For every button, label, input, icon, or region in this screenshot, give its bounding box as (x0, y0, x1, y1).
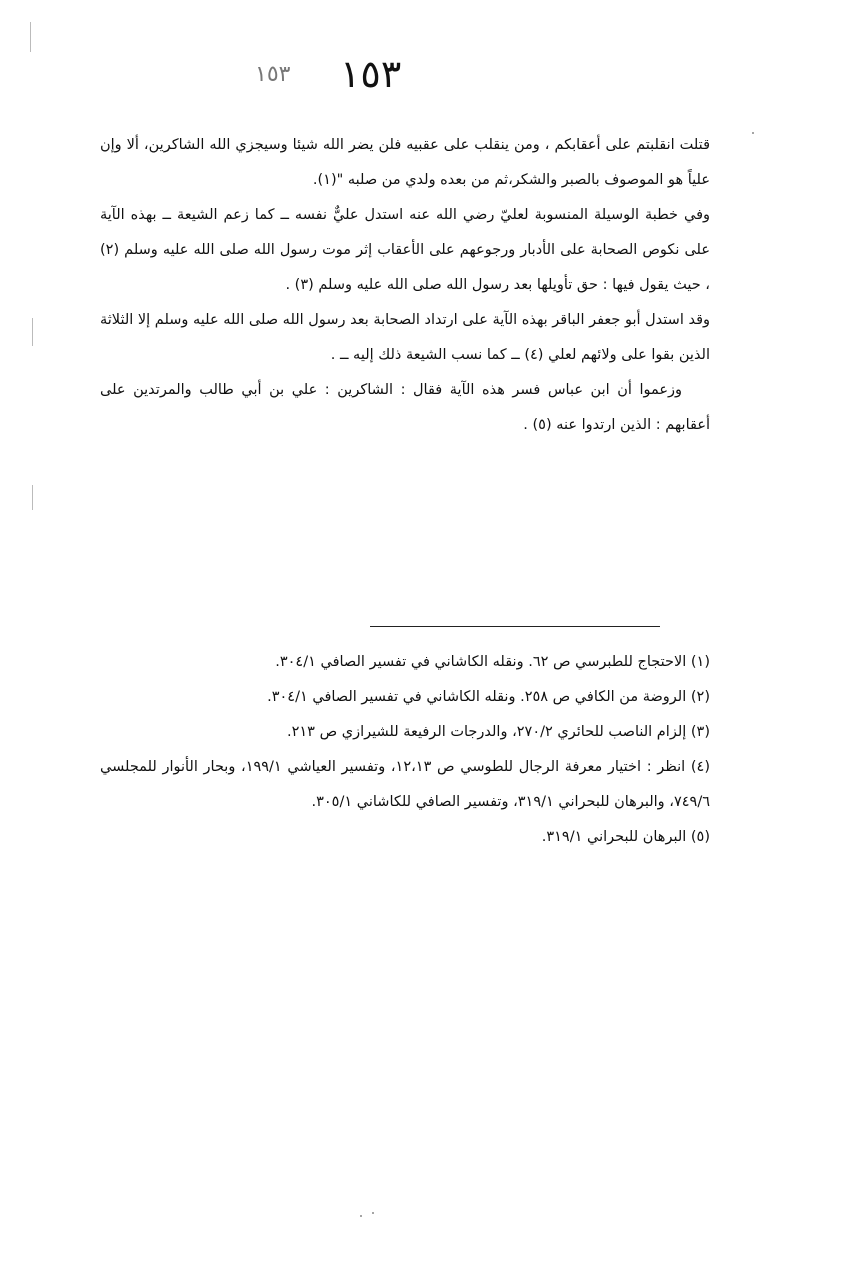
paragraph: وزعموا أن ابن عباس فسر هذه الآية فقال : الشاكرين : علي بن أبي طالب والمرتدين على أعقابهم : الذين ارتدوا عنه (٥) . (100, 382, 710, 433)
scan-mark-left (32, 485, 33, 510)
footnote: (٤) انظر : اختيار معرفة الرجال للطوسي ص ١٢،١٣، وتفسير العياشي ١٩٩/١، وبحار الأنوار للمجلسي ٧٤٩/٦، والبرهان للبحراني ٣١٩/١، وتفسير الصافي للكاشاني ٣٠٥/١. (100, 759, 710, 810)
scan-speck (752, 132, 754, 134)
footnote: (٢) الروضة من الكافي ص ٢٥٨. ونقله الكاشاني في تفسير الصافي ٣٠٤/١. (267, 689, 710, 705)
scan-speck (372, 1212, 374, 1214)
paragraph: قتلت انقلبتم على أعقابكم ، ومن ينقلب على عقبيه فلن يضر الله شيئا وسيجزي الله الشاكرين، ألا وإن علياً هو الموصوف بالصبر والشكر،ثم من بعده ولدي من صلبه "(١). (100, 137, 710, 188)
paragraph: وقد استدل أبو جعفر الباقر بهذه الآية على ارتداد الصحابة بعد رسول الله صلى الله عليه وسلم إلا الثلاثة الذين بقوا على ولائهم لعلي (٤) ــ كما نسب الشيعة ذلك إليه ــ . (100, 312, 710, 363)
page-number-faint: ١٥٣ (255, 62, 291, 87)
footnote: (٥) البرهان للبحراني ٣١٩/١. (541, 829, 710, 845)
scan-mark-left (30, 22, 31, 52)
footnote: (١) الاحتجاج للطبرسي ص ٦٢. ونقله الكاشاني في تفسير الصافي ٣٠٤/١. (275, 654, 710, 670)
body-text (100, 128, 710, 443)
scan-speck (360, 1215, 362, 1217)
paragraph: وفي خطبة الوسيلة المنسوبة لعليّ رضي الله عنه استدل عليٌّ نفسه ــ كما زعم الشيعة ــ بهذه الآية على نكوص الصحابة على الأدبار ورجوعهم على الأعقاب إثر موت رسول الله صلى الله عليه وسلم (٢) ، حيث يقول فيها : حق تأويلها بعد رسول الله صلى الله عليه وسلم (٣) . (100, 207, 710, 293)
footnote-separator (370, 626, 660, 627)
footnote: (٣) إلزام الناصب للحائري ٢٧٠/٢، والدرجات الرفيعة للشيرازي ص ٢١٣. (286, 724, 710, 740)
footnotes (100, 645, 710, 855)
page-number: ١٥٣ (340, 52, 402, 96)
scan-mark-left (32, 318, 33, 346)
